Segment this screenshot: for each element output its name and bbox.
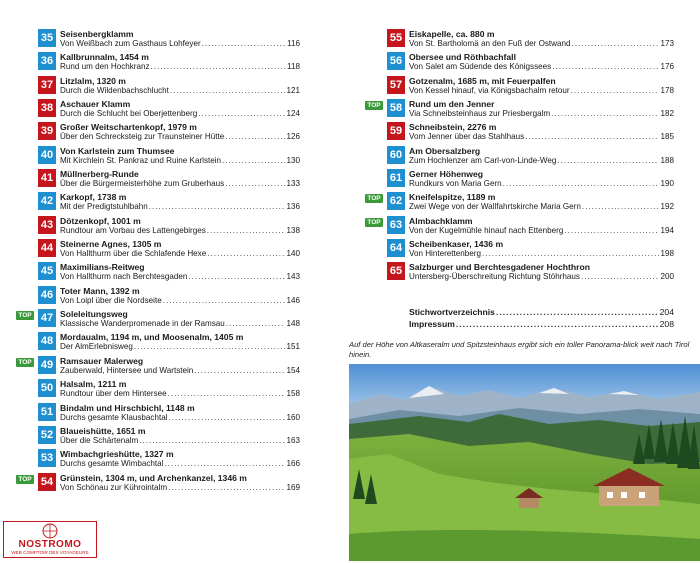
tour-subtitle: Rundtour am Vorbau des Lattengebirges: [60, 225, 206, 235]
top-tour-badge: TOP: [16, 475, 34, 484]
toc-entry[interactable]: [387, 145, 674, 168]
leader-dots: [202, 39, 286, 49]
tour-number-badge: 48: [38, 332, 56, 350]
toc-entry[interactable]: [38, 75, 300, 98]
leader-dots: [225, 179, 285, 189]
tour-subtitle: Der AlmErlebnisweg: [60, 342, 133, 352]
leader-dots: [168, 483, 285, 493]
leader-dots: [222, 156, 285, 166]
tour-number-badge: 44: [38, 239, 56, 257]
page-number: 118: [287, 62, 300, 72]
tour-subtitle: Zwei Wege von der Wallfahrtskirche Maria Gern: [409, 202, 581, 212]
page-number: 176: [660, 62, 674, 72]
tour-number-badge: 37: [38, 76, 56, 94]
leader-dots: [207, 249, 285, 259]
tour-number-badge: 51: [38, 403, 56, 421]
tour-subtitle: Rundtour über dem Hintersee: [60, 389, 167, 399]
leader-dots: [188, 272, 285, 282]
page-number: 200: [660, 272, 674, 282]
tour-title: Rund um den Jenner: [409, 99, 495, 110]
tour-title: Gerner Höhenweg: [409, 169, 484, 180]
page-number: 130: [286, 155, 300, 165]
page-number: 204: [659, 307, 674, 317]
tour-number-badge: 36: [38, 52, 56, 70]
tour-title: Am Obersalzberg: [409, 145, 481, 156]
tour-number-badge: 49: [38, 356, 56, 374]
tour-number-badge: 54: [38, 473, 56, 491]
toc-left-column: [18, 0, 300, 495]
page-number: 182: [660, 109, 674, 119]
toc-entry[interactable]: [38, 145, 300, 168]
tour-subtitle: Mit der Predigtstuhlbahn: [60, 202, 148, 212]
leader-dots: [571, 86, 660, 96]
leader-dots: [225, 132, 285, 142]
tour-title: Eiskapelle, ca. 880 m: [409, 29, 495, 39]
index-entry[interactable]: [409, 307, 674, 318]
toc-entry[interactable]: [387, 28, 674, 51]
tour-title: Bindalm und Hirschbichl, 1148 m: [60, 402, 195, 413]
toc-entry[interactable]: [38, 98, 300, 121]
tour-subtitle: Durch die Wildenbachschlucht: [60, 85, 169, 95]
tour-number-badge: 64: [387, 239, 405, 257]
tour-subtitle: Von Loipl über die Nordseite: [60, 295, 162, 305]
leader-dots: [207, 226, 286, 236]
toc-entry[interactable]: [387, 121, 674, 144]
toc-entry[interactable]: [38, 402, 300, 425]
toc-entry[interactable]: [367, 98, 674, 121]
mountain-panorama-photo: [349, 364, 700, 561]
tour-number-badge: 40: [38, 146, 56, 164]
tour-title: Großer Weitschartenkopf, 1979 m: [60, 122, 197, 133]
tour-title: Toter Mann, 1392 m: [60, 285, 140, 296]
tour-number-badge: 62: [387, 192, 405, 210]
index-label: Impressum: [409, 319, 455, 329]
toc-entry[interactable]: [387, 238, 674, 261]
tour-title: Soleleitungsweg: [60, 309, 128, 320]
leader-dots: [552, 62, 659, 72]
page-number: 185: [660, 132, 674, 142]
tour-subtitle: Von Hallthurm nach Berchtesgaden: [60, 272, 188, 282]
tour-subtitle: Von Schönau zur Kührointalm: [60, 482, 168, 492]
tour-title: Müllnerberg-Runde: [60, 169, 139, 180]
tour-number-badge: 47: [38, 309, 56, 327]
tour-number-badge: 42: [38, 192, 56, 210]
index-label: Stichwortverzeichnis: [409, 307, 495, 317]
tour-title: Halsalm, 1211 m: [60, 379, 127, 390]
page-number: 163: [286, 435, 300, 445]
index-entry[interactable]: [409, 319, 674, 330]
tour-title: Steinerne Agnes, 1305 m: [60, 239, 162, 250]
toc-entry[interactable]: [38, 121, 300, 144]
tour-title: Almbachklamm: [409, 215, 473, 226]
tour-subtitle: Durch die Schlucht bei Oberjettenberg: [60, 109, 198, 119]
tour-subtitle: Mit Kirchlein St. Pankraz und Ruine Karlstein: [60, 155, 222, 165]
tour-number-badge: 55: [387, 29, 405, 47]
logo-name: NOSTROMO: [18, 539, 82, 550]
tour-number-badge: 63: [387, 216, 405, 234]
tour-number-badge: 61: [387, 169, 405, 187]
tour-subtitle: Von Weißbach zum Gasthaus Lohfeyer: [60, 39, 201, 48]
tour-subtitle: Rund um den Hochkranz: [60, 62, 150, 72]
leader-dots: [198, 109, 285, 119]
toc-entry[interactable]: [387, 261, 674, 284]
page-number: 133: [286, 179, 300, 189]
leader-dots: [551, 109, 659, 119]
tour-title: Grünstein, 1304 m, und Archenkanzel, 1346 m: [60, 472, 247, 483]
page-number: 146: [286, 295, 300, 305]
leader-dots: [456, 319, 659, 330]
leader-dots: [169, 413, 286, 423]
tour-subtitle: Von Hallthurm über die Schlafende Hexe: [60, 249, 207, 259]
tour-subtitle: Über die Bürgermeisterhöhe zum Gruberhaus: [60, 179, 225, 189]
page-number: 169: [286, 482, 300, 492]
tour-number-badge: 50: [38, 379, 56, 397]
page-number: 160: [286, 412, 300, 422]
toc-entry[interactable]: [367, 215, 674, 238]
tour-title: Blaueishütte, 1651 m: [60, 425, 146, 436]
toc-entry[interactable]: [38, 51, 300, 74]
leader-dots: [226, 319, 286, 329]
toc-entry[interactable]: [38, 378, 300, 401]
tour-title: Ramsauer Malerweg: [60, 355, 144, 366]
panorama-image: [349, 364, 700, 561]
toc-entry[interactable]: [38, 191, 300, 214]
page-number: 208: [659, 319, 674, 329]
tour-number-badge: 39: [38, 122, 56, 140]
page-number: 138: [286, 225, 300, 235]
tour-subtitle: Über die Schärtenalm: [60, 435, 139, 445]
tour-title: Kallbrunnalm, 1454 m: [60, 52, 149, 63]
leader-dots: [557, 156, 659, 166]
tour-number-badge: 35: [38, 29, 56, 47]
leader-dots: [581, 272, 660, 282]
page-number: 192: [660, 202, 674, 212]
tour-subtitle: Von Hinterettenberg: [409, 249, 481, 259]
tour-subtitle: Via Schneibsteinhaus zur Priesbergalm: [409, 109, 551, 119]
tour-title: Wimbachgrieshütte, 1327 m: [60, 449, 174, 460]
page-number: 116: [287, 39, 300, 48]
page-number: 126: [286, 132, 300, 142]
tour-title: Obersee und Röthbachfall: [409, 52, 516, 63]
toc-entry[interactable]: [38, 331, 300, 354]
tour-subtitle: Vom Jenner über das Stahlhaus: [409, 132, 525, 142]
toc-entry[interactable]: [38, 28, 300, 51]
tour-number-badge: 60: [387, 146, 405, 164]
toc-entry[interactable]: [38, 215, 300, 238]
tour-subtitle: Untersberg-Überschreitung Richtung Stöhrhaus: [409, 272, 580, 282]
tour-number-badge: 57: [387, 76, 405, 94]
page-number: 166: [286, 459, 300, 469]
tour-subtitle: Von St. Bartholomä an den Fuß der Ostwand: [409, 39, 571, 48]
photo-caption: Auf der Höhe von Altkaseralm und Spitzsteinhaus ergibt sich ein toller Panorama-blick weit nach Tirol hinein.: [349, 340, 690, 359]
tour-title: Kneifelspitze, 1189 m: [409, 192, 496, 203]
page-number: 140: [286, 249, 300, 259]
leader-dots: [134, 342, 286, 352]
toc-entry[interactable]: [38, 448, 300, 471]
tour-subtitle: Durchs gesamte Klausbachtal: [60, 412, 168, 422]
tour-subtitle: Von Salet am Südende des Königssees: [409, 62, 552, 72]
toc-entry[interactable]: [387, 168, 674, 191]
tour-title: Seisenbergklamm: [60, 29, 134, 39]
tour-number-badge: 56: [387, 52, 405, 70]
tour-number-badge: 59: [387, 122, 405, 140]
page-number: 121: [286, 85, 300, 95]
page-number: 178: [660, 85, 674, 95]
top-tour-badge: TOP: [365, 218, 383, 227]
leader-dots: [168, 389, 286, 399]
tour-title: Karkopf, 1738 m: [60, 192, 127, 203]
toc-entry[interactable]: [38, 261, 300, 284]
leader-dots: [194, 366, 285, 376]
toc-entry[interactable]: [367, 191, 674, 214]
tour-title: Gotzenalm, 1685 m, mit Feuerpalfen: [409, 75, 556, 86]
leader-dots: [170, 86, 286, 96]
leader-dots: [151, 62, 287, 72]
page-number: 151: [286, 342, 300, 352]
toc-entry[interactable]: [18, 472, 300, 495]
tour-title: Von Karlstein zum Thumsee: [60, 145, 175, 156]
page-number: 143: [286, 272, 300, 282]
toc-right-column: [367, 0, 674, 329]
tour-subtitle: Rundkurs von Maria Gern: [409, 179, 502, 189]
page-number: 173: [660, 39, 674, 48]
page-number: 194: [660, 225, 674, 235]
toc-entry[interactable]: [38, 168, 300, 191]
top-tour-badge: TOP: [16, 311, 34, 320]
leader-dots: [564, 226, 659, 236]
tour-subtitle: Zauberwald, Hintersee und Wartstein: [60, 365, 194, 375]
tour-title: Aschauer Klamm: [60, 99, 131, 110]
page-number: 198: [660, 249, 674, 259]
tour-title: Dötzenkopf, 1001 m: [60, 215, 141, 226]
page-number: 188: [660, 155, 674, 165]
tour-number-badge: 41: [38, 169, 56, 187]
tour-number-badge: 53: [38, 449, 56, 467]
leader-dots: [163, 296, 286, 306]
page-number: 190: [660, 179, 674, 189]
tour-number-badge: 46: [38, 286, 56, 304]
toc-entry[interactable]: [387, 75, 674, 98]
leader-dots: [139, 436, 285, 446]
tour-title: Scheibenkaser, 1436 m: [409, 239, 504, 250]
tour-number-badge: 43: [38, 216, 56, 234]
page-number: 136: [286, 202, 300, 212]
tour-subtitle: Von Kessel hinauf, via Königsbachalm retour: [409, 85, 570, 95]
leader-dots: [503, 179, 660, 189]
tour-title: Salzburger und Berchtesgadener Hochthron: [409, 262, 590, 273]
tour-title: Litzlalm, 1320 m: [60, 75, 126, 86]
toc-entry[interactable]: [18, 355, 300, 378]
leader-dots: [572, 39, 660, 49]
toc-entry[interactable]: [38, 285, 300, 308]
toc-entry[interactable]: [18, 308, 300, 331]
page-number: 124: [286, 109, 300, 119]
tour-title: Schneibstein, 2276 m: [409, 122, 497, 133]
leader-dots: [496, 307, 659, 318]
tour-subtitle: Über den Schrecksteig zur Traunsteiner Hütte: [60, 132, 225, 142]
top-tour-badge: TOP: [16, 358, 34, 367]
leader-dots: [149, 202, 286, 212]
leader-dots: [525, 132, 659, 142]
top-tour-badge: TOP: [365, 101, 383, 110]
page-number: 158: [286, 389, 300, 399]
tour-subtitle: Klassische Wanderpromenade in der Ramsau: [60, 319, 225, 329]
leader-dots: [582, 202, 660, 212]
tour-number-badge: 38: [38, 99, 56, 117]
leader-dots: [164, 459, 285, 469]
toc-entry[interactable]: [38, 425, 300, 448]
tour-number-badge: 58: [387, 99, 405, 117]
tour-number-badge: 45: [38, 262, 56, 280]
top-tour-badge: TOP: [365, 194, 383, 203]
logo-tagline: WEB COMPTOIR DES VOYAGEURS: [11, 550, 89, 555]
tour-subtitle: Von der Kugelmühle hinauf nach Ettenberg: [409, 225, 564, 235]
leader-dots: [482, 249, 659, 259]
page-number: 154: [286, 365, 300, 375]
tour-subtitle: Zum Hochlenzer am Carl-von-Linde-Weg: [409, 155, 557, 165]
tour-subtitle: Durchs gesamte Wimbachtal: [60, 459, 164, 469]
toc-entry[interactable]: [38, 238, 300, 261]
tour-title: Maximilians-Reitweg: [60, 262, 145, 273]
tour-number-badge: 52: [38, 426, 56, 444]
page-number: 148: [286, 319, 300, 329]
tour-title: Mordaualm, 1194 m, und Moosenalm, 1405 m: [60, 332, 244, 343]
tour-number-badge: 65: [387, 262, 405, 280]
nostromo-logo: [3, 521, 97, 558]
toc-entry[interactable]: [387, 51, 674, 74]
